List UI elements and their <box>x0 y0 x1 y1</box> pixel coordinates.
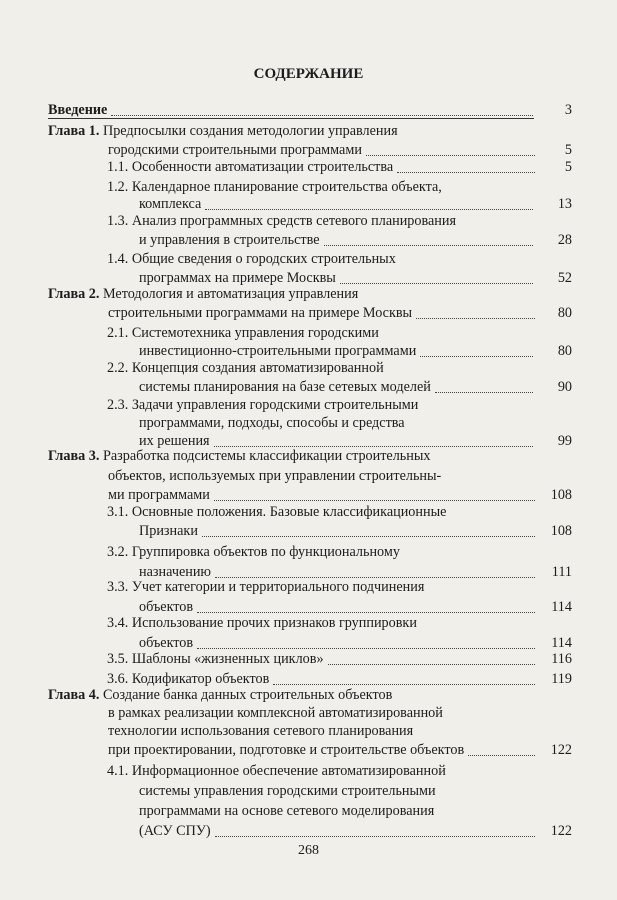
chapter-label: Глава 1. <box>48 123 100 139</box>
toc-entry-text: 3.5. Шаблоны «жизненных циклов» <box>107 651 324 667</box>
toc-entry-text: городскими строительными программами <box>108 142 362 158</box>
toc-page-number: 122 <box>550 823 572 839</box>
toc-entry-line <box>139 820 211 842</box>
toc-page-number: 114 <box>551 635 572 651</box>
toc-entry-line <box>139 800 434 822</box>
toc-entry-line <box>48 445 431 467</box>
toc-entry-text: 2.2. Концепция создания автоматизированной <box>107 360 384 376</box>
toc-entry-text: программами, подходы, способы и средства <box>139 415 405 431</box>
toc-entry-text: 1.2. Календарное планирование строительства объекта, <box>107 179 442 195</box>
toc-page-number: 13 <box>557 196 572 212</box>
toc-page-number: 108 <box>550 487 572 503</box>
toc-entry-text: 2.3. Задачи управления городскими строительными <box>107 397 419 413</box>
toc-page-number: 122 <box>550 742 572 758</box>
toc-page-number: 114 <box>551 599 572 615</box>
toc-title: СОДЕРЖАНИЕ <box>253 66 364 82</box>
dot-leader <box>468 755 535 756</box>
toc-entry-text: инвестиционно-строительными программами <box>139 343 417 359</box>
toc-page-number: 5 <box>564 159 572 175</box>
toc-entry-text: 1.3. Анализ программных средств сетевого планирования <box>107 213 457 229</box>
toc-entry-text: Предпосылки создания методологии управления <box>99 123 398 139</box>
toc-entry-text: (АСУ СПУ) <box>139 823 211 839</box>
toc-entry-text: Признаки <box>139 523 198 539</box>
dot-leader <box>416 318 535 319</box>
toc-entry-text: Разработка подсистемы классификации строительных <box>99 448 431 464</box>
toc-entry-text: 3.3. Учет категории и территориального подчинения <box>107 579 425 595</box>
toc-entry-text: Методология и автоматизация управления <box>99 286 359 302</box>
toc-entry-text: 3.6. Кодификатор объектов <box>107 671 270 687</box>
toc-entry-line <box>108 302 412 324</box>
toc-entry-text: строительными программами на примере Москвы <box>108 305 413 321</box>
toc-entry-text: и управления в строительстве <box>139 232 320 248</box>
toc-entry-line <box>107 576 424 598</box>
toc-entry-text: назначению <box>139 564 212 580</box>
toc-entry-text: объектов <box>139 599 194 615</box>
toc-entry-text: программами на основе сетевого моделирования <box>139 803 435 819</box>
toc-entry-text: технологии использования сетевого планирования <box>108 723 414 739</box>
toc-entry-text: программах на примере Москвы <box>139 270 336 286</box>
toc-entry-text: системы управления городскими строительными <box>139 783 436 799</box>
dot-leader <box>111 115 533 116</box>
toc-entry-line <box>139 780 436 802</box>
dot-leader <box>420 356 533 357</box>
intro-underline <box>48 118 534 119</box>
toc-entry-text: объектов <box>139 635 194 651</box>
toc-entry-text: ми программами <box>108 487 210 503</box>
toc-page-number: 5 <box>564 142 572 158</box>
toc-entry-text: в рамках реализации комплексной автоматизированной <box>108 705 443 721</box>
toc-entry-text: их решения <box>139 433 210 449</box>
dot-leader <box>397 172 535 173</box>
toc-entry-line <box>107 156 393 178</box>
toc-page-number: 3 <box>564 102 572 118</box>
page-number-footer: 268 <box>298 843 319 858</box>
chapter-label: Глава 3. <box>48 448 100 464</box>
toc-page-number: 28 <box>557 232 572 248</box>
chapter-label: Глава 4. <box>48 687 100 703</box>
toc-page-number: 108 <box>550 523 572 539</box>
toc-page-number: 99 <box>557 433 572 449</box>
toc-page-number: 119 <box>551 671 572 687</box>
toc-entry-text: 1.1. Особенности автоматизации строительства <box>107 159 394 175</box>
toc-entry-line <box>107 760 446 782</box>
toc-page-number: 116 <box>551 651 572 667</box>
dot-leader <box>215 836 535 837</box>
toc-entry-text: 3.1. Основные положения. Базовые классификационные <box>107 504 447 520</box>
toc-entry-line <box>139 520 198 542</box>
chapter-label: Глава 2. <box>48 286 100 302</box>
chapter-label: Введение <box>48 102 108 118</box>
toc-entry-line <box>107 612 417 634</box>
toc-page-number: 90 <box>557 379 572 395</box>
toc-entry-text: 3.4. Использование прочих признаков группировки <box>107 615 417 631</box>
toc-page-number: 52 <box>557 270 572 286</box>
toc-entry-line <box>107 648 324 670</box>
toc-entry-text: 1.4. Общие сведения о городских строительных <box>107 251 396 267</box>
toc-entry-text: Создание банка данных строительных объектов <box>99 687 393 703</box>
toc-entry-text: 2.1. Системотехника управления городскими <box>107 325 379 341</box>
toc-entry-text: комплекса <box>139 196 202 212</box>
toc-page-number: 80 <box>557 305 572 321</box>
dot-leader <box>435 392 533 393</box>
dot-leader <box>328 664 535 665</box>
toc-entry-text: системы планирования на базе сетевых моделей <box>139 379 431 395</box>
toc-entry-text: 4.1. Информационное обеспечение автоматизированной <box>107 763 446 779</box>
dot-leader <box>202 536 535 537</box>
dot-leader <box>340 283 533 284</box>
toc-entry-line <box>108 739 464 761</box>
toc-page-number: 111 <box>551 564 572 580</box>
toc-entry-text: 3.2. Группировка объектов по функциональному <box>107 544 400 560</box>
toc-entry-text: при проектировании, подготовке и строительстве объектов <box>108 742 465 758</box>
toc-entry-line <box>107 541 400 563</box>
dot-leader <box>324 245 533 246</box>
toc-entry-text: объектов, используемых при управлении строительны- <box>108 468 442 484</box>
toc-page-number: 80 <box>557 343 572 359</box>
